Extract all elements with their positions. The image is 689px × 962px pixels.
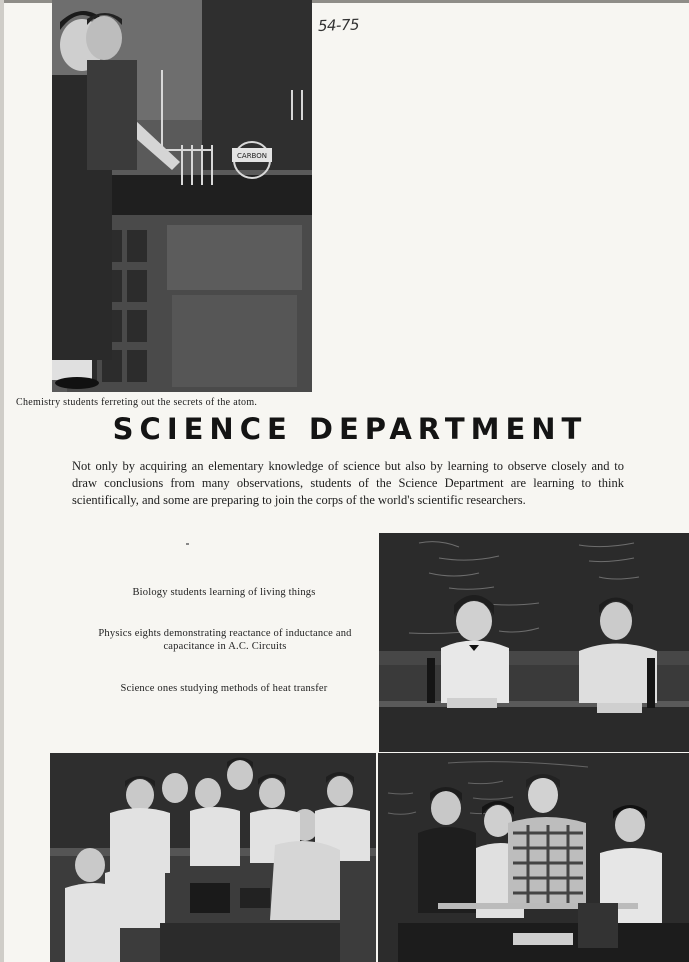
heat-transfer-photo (378, 753, 689, 962)
carbon-jar-label: CARBON (237, 152, 267, 160)
page-title: SCIENCE DEPARTMENT (112, 412, 588, 446)
page-left-edge (0, 0, 4, 962)
biology-class-photo (379, 533, 689, 752)
heat-transfer-caption: Science ones studying methods of heat transfer (120, 683, 328, 694)
physics-caption: Physics eights demonstrating reactance of inductance and capacitance in A.C. Circuits (98, 628, 352, 652)
intro-paragraph: Not only by acquiring an elementary knowledge of science but also by learning to observe closely and to draw conclusions from many observations, students of the Science Department are learning to think scientifically, and some are preparing to join the corps of the world's scientific researchers. (72, 459, 624, 507)
chemistry-caption: Chemistry students ferreting out the secrets of the atom. (16, 397, 258, 408)
page-number-note: 54-75 (317, 15, 360, 35)
stray-mark (186, 543, 189, 545)
biology-caption: Biology students learning of living things (132, 587, 316, 598)
chemistry-lab-photo (52, 0, 312, 392)
physics-class-photo (50, 753, 376, 962)
